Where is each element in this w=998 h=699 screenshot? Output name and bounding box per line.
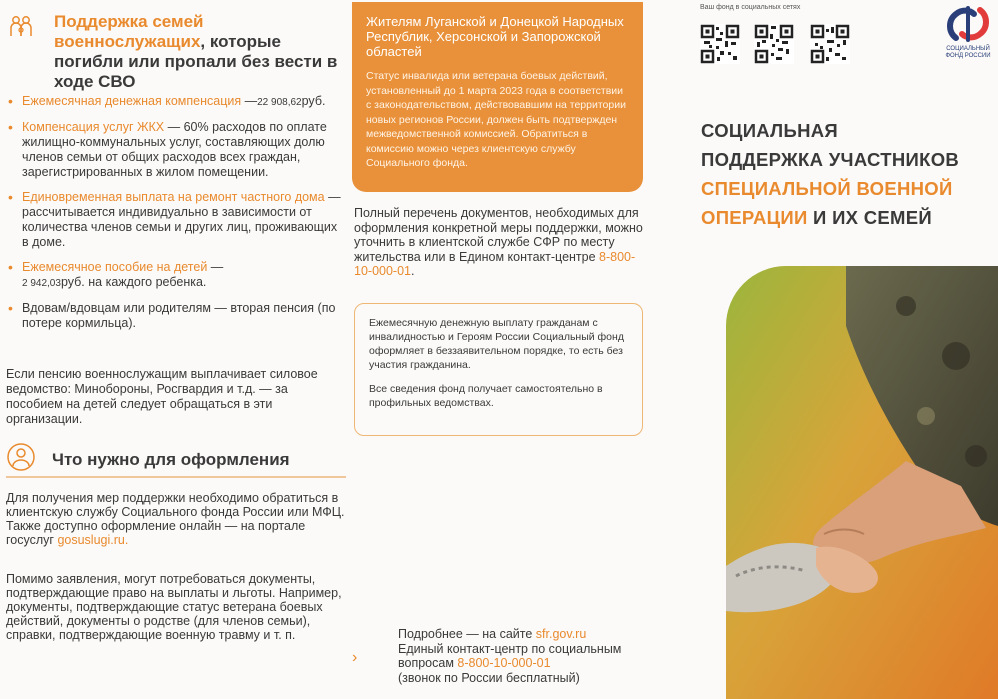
documents-list-info: Полный перечень документов, необходимых для оформления конкретной меры поддержки, можно уточнить в клиентской службе СФР по месту жительства или в Едином контакт-центре 8-800-10-000-01. [354,206,643,278]
list-item: • Компенсация услуг ЖКХ — 60% расходов по оплате жилищно-коммунальных услуг, составляющих долю членов семьи от общих расходов всех граждан, зарегистрированных в жилом помещении. [6,120,346,180]
logo-text: СОЦИАЛЬНЫЙ ФОНД РОССИИ [945,46,991,59]
support-list [6,94,346,341]
list-item: • Ежемесячная денежная компенсация —22 908,62руб. [6,94,346,110]
contact-center-phone[interactable]: 8-800-10-000-01 [354,249,636,278]
gosuslugi-link[interactable]: gosuslugi.ru. [57,533,129,547]
note-paragraph: Все сведения фонд получает самостоятельно в профильных ведомствах. [369,383,603,409]
qr-code-icon[interactable] [810,24,850,64]
left-panel [0,0,352,699]
list-item: • Вдовам/вдовцам или родителям — вторая пенсия (по потере кормильца). [6,301,346,331]
footer-text: Подробнее — на сайте sfr.gov.ru Единый контакт-центр по социальным вопросам 8-800-10-000-01 (звонок по России бесплатный) [398,627,622,685]
list-item: • Ежемесячное пособие на детей — 2 942,03руб. на каждого ребенка. [6,260,346,291]
section-family-support-title: Поддержка семей военнослужащих, которые погибли или пропали без вести в ходе СВО [54,12,338,91]
family-icon [8,14,34,40]
contacts-footer [352,627,652,685]
section-requirements-title: Что нужно для оформления [52,450,290,469]
automatic-payment-note [354,303,643,436]
sfr-logo-icon [942,4,994,44]
list-item: • Единовременная выплата на ремонт частного дома — рассчитывается индивидуально в зависимости от количества членов семьи и других лиц, проживающих в доме. [6,190,346,250]
person-icon [6,442,36,472]
qr-code-icon[interactable] [700,24,740,64]
qr-code-icon[interactable] [754,24,794,64]
new-regions-callout [352,2,643,192]
section-family-support-header [6,12,346,92]
power-agency-note: Если пенсию военнослужащим выплачивает силовое ведомство: Минобороны, Росгвардия и т.д. — за пособием на детей следует обращаться в эти организации. [6,367,318,426]
middle-panel [352,0,664,699]
chevron-right-icon: › [352,649,358,666]
page-title: СОЦИАЛЬНАЯ ПОДДЕРЖКА УЧАСТНИКОВ СПЕЦИАЛЬНОЙ ВОЕННОЙ ОПЕРАЦИИ И ИХ СЕМЕЙ [701,120,960,228]
social-networks-label: Ваш фонд в социальных сетях [700,4,801,11]
cover-panel [664,0,998,699]
callout-text: Статус инвалида или ветерана боевых действий, установленный до 1 марта 2023 года в соответствии с законодательством, действовавшим на территории новых регионов России, должен быть подтвержден межведомственной комиссией. Обратиться в комиссию можно через клиентскую службу Социального фонда. [366,70,626,169]
footer-phone[interactable]: 8-800-10-000-01 [457,656,551,670]
holding-hands-photo [726,266,998,699]
documents-info: Помимо заявления, могут потребоваться документы, подтверждающие право на выплаты и льготы. Например, документы, подтверждающие статус ветерана боевых действий, документы о родстве (для членов семьи), справки, подтверждающие военную травму и т. п. [6,572,342,642]
sfr-logo [942,4,994,66]
sfr-site-link[interactable]: sfr.gov.ru [535,627,587,641]
section-requirements-header [6,442,346,478]
callout-heading: Жителям Луганской и Донецкой Народных Республик, Херсонской и Запорожской областей [366,14,624,59]
application-info: Для получения мер поддержки необходимо обратиться в клиентскую службу Социального фонда России или МФЦ. Также доступно оформление онлайн — на портале госуслуг gosuslugi.ru. [6,491,345,547]
note-paragraph: Ежемесячную денежную выплату гражданам с инвалидностью и Героям России Социальный фонд оформляет в беззаявительном порядке, то есть без участия гражданина. [369,317,624,371]
